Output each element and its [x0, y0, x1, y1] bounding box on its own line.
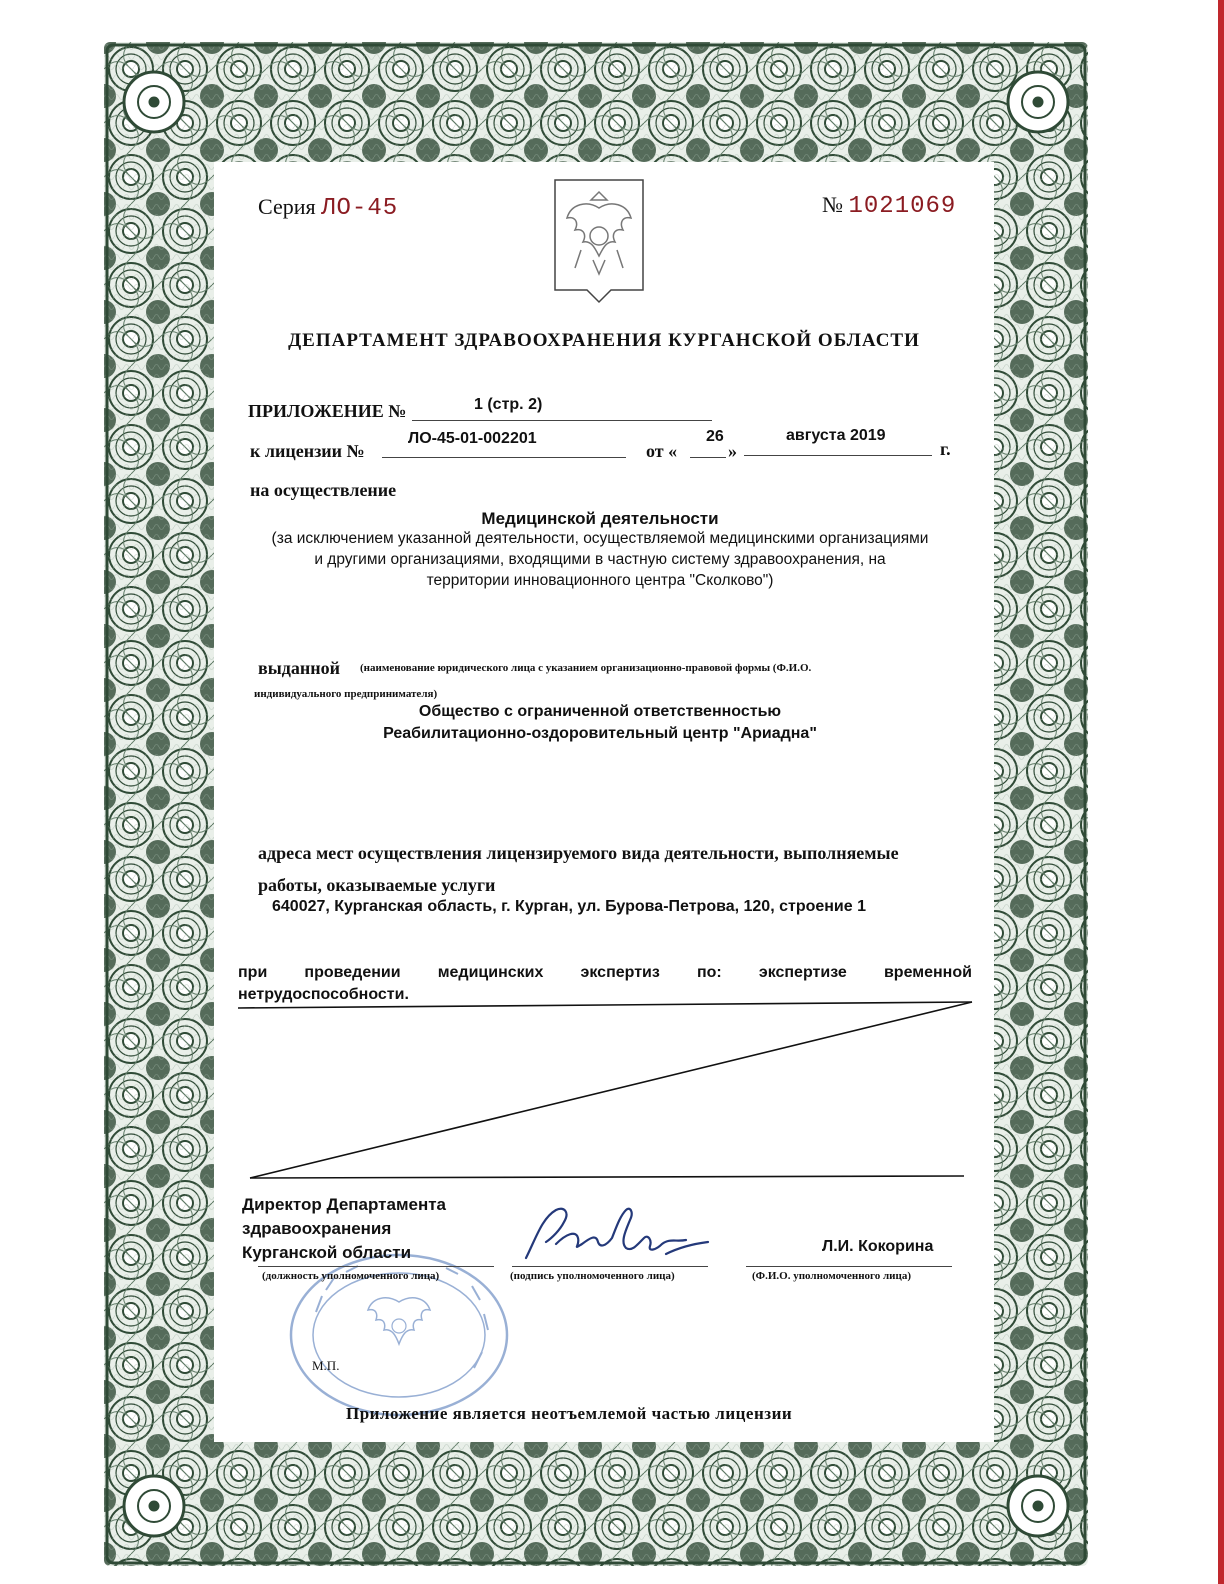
- number-label: №: [822, 192, 843, 217]
- activity-intro: на осуществление: [250, 480, 397, 500]
- issuing-authority: ДЕПАРТАМЕНТ ЗДРАВООХРАНЕНИЯ КУРГАНСКОЙ ОБЛАСТИ: [288, 330, 920, 351]
- appendix-value: 1 (стр. 2): [474, 396, 543, 413]
- address-label-line-1: адреса мест осуществления лицензируемого вида деятельности, выполняемые: [258, 843, 899, 863]
- caption-name: (Ф.И.О. уполномоченного лица): [752, 1270, 912, 1282]
- position-line-1: Директор Департамента: [242, 1195, 447, 1214]
- caption-signature: (подпись уполномоченного лица): [510, 1270, 675, 1282]
- services-word: временной: [883, 964, 972, 981]
- page-edge: [1218, 0, 1224, 1584]
- services-line-1: [238, 964, 972, 982]
- signatory-name: Л.И. Кокорина: [822, 1238, 934, 1255]
- name-underline: [746, 1266, 952, 1267]
- address-value: 640027, Курганская область, г. Курган, ул. Бурова-Петрова, 120, строение 1: [272, 898, 867, 915]
- blank-space-z-line: [230, 996, 980, 1186]
- position-line-3: Курганской области: [242, 1243, 412, 1262]
- organization-line-2: Реабилитационно-оздоровительный центр "Ариадна": [383, 725, 817, 742]
- license-date-underline: [744, 455, 932, 456]
- series-value: ЛО-45: [321, 195, 399, 222]
- license-month-year: августа 2019: [786, 427, 886, 444]
- handwritten-signature: [516, 1198, 712, 1270]
- form-number: [822, 192, 956, 220]
- services-word: экспертизе: [758, 964, 847, 981]
- position-line-2: здравоохранения: [242, 1219, 392, 1238]
- license-close-quote: »: [728, 441, 737, 461]
- license-from-label: от «: [646, 441, 678, 461]
- license-year-suffix: г.: [940, 439, 951, 459]
- license-label: к лицензии №: [250, 441, 365, 461]
- services-word: медицинских: [437, 964, 544, 981]
- license-number-underline: [382, 457, 626, 458]
- stamp-place-label: М.П.: [312, 1358, 340, 1373]
- number-value: 1021069: [848, 193, 957, 220]
- license-number: ЛО-45-01-002201: [408, 430, 537, 447]
- activity-title: Медицинской деятельности: [481, 509, 719, 528]
- russian-coat-of-arms-icon: [553, 178, 645, 304]
- appendix-footer-note: Приложение является неотъемлемой частью лицензии: [346, 1404, 793, 1423]
- services-word: экспертиз: [580, 964, 660, 981]
- address-label-line-2: работы, оказываемые услуги: [258, 875, 496, 895]
- activity-note-line-2: и другими организациями, входящими в частную систему здравоохранения, на: [314, 551, 886, 568]
- activity-note-line-1: (за исключением указанной деятельности, осуществляемой медицинскими организациями: [271, 530, 929, 547]
- appendix-underline: [412, 420, 712, 421]
- issued-hint-line-1: (наименование юридического лица с указанием организационно-правовой формы (Ф.И.О.: [360, 662, 812, 674]
- issued-label: выданной: [258, 658, 340, 678]
- services-line-2: нетрудоспособности.: [238, 986, 409, 1003]
- activity-note-line-3: территории инновационного центра "Сколково"): [426, 572, 774, 589]
- position-underline: [258, 1266, 494, 1267]
- signatory-position: [242, 1193, 446, 1265]
- services-word: по:: [696, 964, 722, 981]
- series-line: [258, 194, 398, 222]
- issued-hint-line-2: индивидуального предпринимателя): [254, 688, 438, 700]
- signature-underline: [512, 1266, 708, 1267]
- services-word: проведении: [304, 964, 401, 981]
- series-label: Серия: [258, 194, 316, 219]
- appendix-label: ПРИЛОЖЕНИЕ №: [248, 401, 407, 421]
- caption-position: (должность уполномоченного лица): [262, 1270, 440, 1282]
- services-word: при: [238, 964, 268, 981]
- organization-line-1: Общество с ограниченной ответственностью: [418, 703, 782, 720]
- license-day: 26: [706, 428, 724, 445]
- license-day-underline: [690, 457, 726, 458]
